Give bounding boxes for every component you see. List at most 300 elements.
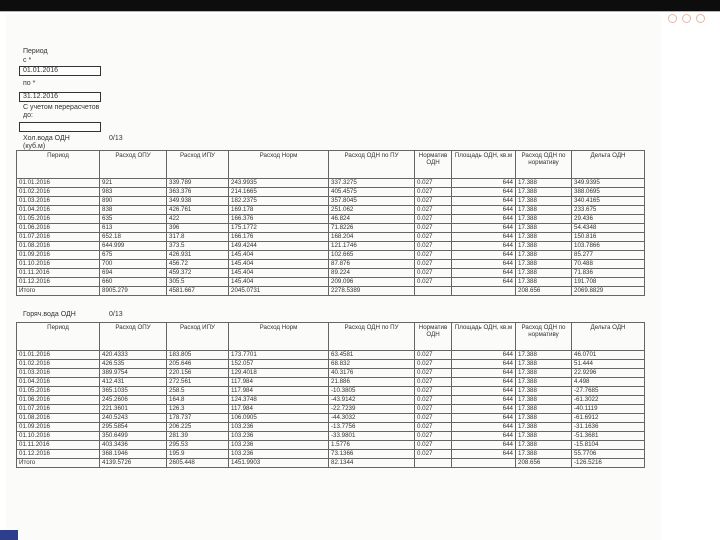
table-cell: 459.372 [167, 269, 229, 278]
table-cell: -10.3805 [329, 387, 415, 396]
table-cell: -43.9142 [329, 396, 415, 405]
table-cell: 173.7701 [229, 351, 329, 360]
table-cell: 01.06.2016 [17, 224, 100, 233]
table-cell: 652.18 [100, 233, 167, 242]
table-cell: 106.0905 [229, 414, 329, 423]
table-cell: 17.388 [516, 369, 572, 378]
date-to-field[interactable]: 31.12.2016 [19, 92, 101, 102]
table-cell: 644 [452, 179, 516, 188]
table-cell: 613 [100, 224, 167, 233]
table-cell: -31.1636 [572, 423, 645, 432]
table-cell: 0.027 [415, 387, 452, 396]
table-cell: 145.404 [229, 278, 329, 287]
table-cell [452, 459, 516, 468]
table-cell: 117.984 [229, 405, 329, 414]
column-header: Расход ИПУ [167, 151, 229, 179]
hot-water-table [16, 322, 645, 468]
table-cell: 70.488 [572, 260, 645, 269]
table-cell: 17.388 [516, 378, 572, 387]
table-cell: 8905.279 [100, 287, 167, 296]
table-cell: 0.027 [415, 278, 452, 287]
table-cell: 01.06.2016 [17, 396, 100, 405]
decor-ring [682, 14, 691, 23]
table-cell: 46.824 [329, 215, 415, 224]
table-cell: 129.4018 [229, 369, 329, 378]
table-cell: 17.388 [516, 450, 572, 459]
table-cell: 2045.0731 [229, 287, 329, 296]
table-cell: 2605.448 [167, 459, 229, 468]
table-cell: 17.388 [516, 242, 572, 251]
table-cell: 337.3275 [329, 179, 415, 188]
table-cell: 214.1665 [229, 188, 329, 197]
table-cell: 644 [452, 260, 516, 269]
table-cell: 17.388 [516, 432, 572, 441]
column-header: Норматив ОДН [415, 151, 452, 179]
table-cell: 295.53 [167, 441, 229, 450]
table-cell: 0.027 [415, 369, 452, 378]
table-row [17, 369, 645, 378]
table-cell: 166.376 [229, 215, 329, 224]
table-cell: 01.10.2016 [17, 260, 100, 269]
table-cell: 350.6499 [100, 432, 167, 441]
table-row [17, 179, 645, 188]
table-cell: 389.9754 [100, 369, 167, 378]
table-cell: 17.388 [516, 351, 572, 360]
table-cell: 01.04.2016 [17, 206, 100, 215]
table-cell: 0.027 [415, 206, 452, 215]
table-cell: -22.7239 [329, 405, 415, 414]
table-cell: 71.8226 [329, 224, 415, 233]
table-cell: 4139.5726 [100, 459, 167, 468]
table-cell: 644 [452, 414, 516, 423]
column-header: Дельта ОДН [572, 151, 645, 179]
table-cell: 233.675 [572, 206, 645, 215]
table-cell: 0.027 [415, 414, 452, 423]
table-cell: Итого [17, 459, 100, 468]
table-cell: 426.535 [100, 360, 167, 369]
table-row [17, 441, 645, 450]
table-cell: 01.07.2016 [17, 233, 100, 242]
table-cell: 191.708 [572, 278, 645, 287]
table-row [17, 351, 645, 360]
table-row [17, 423, 645, 432]
table-cell: 644 [452, 233, 516, 242]
table-cell: 644 [452, 215, 516, 224]
table-cell: 0.027 [415, 441, 452, 450]
table-cell: 0.027 [415, 260, 452, 269]
table-cell: 208.656 [516, 287, 572, 296]
table-cell: 0.027 [415, 215, 452, 224]
table-cell: 01.04.2016 [17, 378, 100, 387]
table-cell: 17.388 [516, 215, 572, 224]
table-cell: 644 [452, 396, 516, 405]
table-row [17, 269, 645, 278]
table-cell: 0.027 [415, 197, 452, 206]
table-cell: 660 [100, 278, 167, 287]
table-cell: 644 [452, 278, 516, 287]
table-cell: -40.1119 [572, 405, 645, 414]
table-cell: 17.388 [516, 233, 572, 242]
table-cell: 166.176 [229, 233, 329, 242]
table-row [17, 197, 645, 206]
table-cell: 0.027 [415, 269, 452, 278]
table-cell: 169.178 [229, 206, 329, 215]
table-cell: -61.3022 [572, 396, 645, 405]
table-row [17, 206, 645, 215]
table-cell: 01.03.2016 [17, 197, 100, 206]
table-cell: 4.498 [572, 378, 645, 387]
table-cell: 644 [452, 242, 516, 251]
column-header: Площадь ОДН, кв.м [452, 323, 516, 351]
table-cell: Итого [17, 287, 100, 296]
table-cell: 178.737 [167, 414, 229, 423]
table-row [17, 405, 645, 414]
table-cell: 01.05.2016 [17, 387, 100, 396]
table-cell: 0.027 [415, 432, 452, 441]
table-cell: 117.984 [229, 387, 329, 396]
table-cell: 0.027 [415, 405, 452, 414]
table-cell: -33.9801 [329, 432, 415, 441]
column-header: Период [17, 151, 100, 179]
table-cell: 0.027 [415, 242, 452, 251]
decor-ring [696, 14, 705, 23]
table-row [17, 360, 645, 369]
table-cell: 103.236 [229, 450, 329, 459]
column-header: Расход ОДН по нормативу [516, 151, 572, 179]
table-cell: 2069.8829 [572, 287, 645, 296]
recalc-label: С учетом перерасчетов до: [23, 104, 100, 119]
table-cell: -27.7685 [572, 387, 645, 396]
table-cell: 340.4165 [572, 197, 645, 206]
column-header: Расход ИПУ [167, 323, 229, 351]
table-cell: 0.027 [415, 179, 452, 188]
table-cell: 426.761 [167, 206, 229, 215]
column-header: Расход ОПУ [100, 323, 167, 351]
table-row [17, 459, 645, 468]
table-cell: 2278.5389 [329, 287, 415, 296]
table-cell: 17.388 [516, 278, 572, 287]
table-cell: -51.3681 [572, 432, 645, 441]
table-cell: 103.7866 [572, 242, 645, 251]
table-cell: 368.1946 [100, 450, 167, 459]
table-cell: 1451.9903 [229, 459, 329, 468]
table-cell: -44.3032 [329, 414, 415, 423]
table-cell: 644 [452, 441, 516, 450]
table-cell: 73.1366 [329, 450, 415, 459]
table-cell: 46.0701 [572, 351, 645, 360]
table-cell: 01.02.2016 [17, 360, 100, 369]
table-cell: 124.3748 [229, 396, 329, 405]
table-cell: -15.8104 [572, 441, 645, 450]
table-cell: 644 [452, 378, 516, 387]
table-cell: 29.436 [572, 215, 645, 224]
table-cell: 700 [100, 260, 167, 269]
column-header: Площадь ОДН, кв.м [452, 151, 516, 179]
table-cell: 89.224 [329, 269, 415, 278]
table-cell: 220.156 [167, 369, 229, 378]
table-row [17, 242, 645, 251]
table-cell: 01.08.2016 [17, 414, 100, 423]
table-cell: 412.431 [100, 378, 167, 387]
column-header: Период [17, 323, 100, 351]
table-cell: 420.4333 [100, 351, 167, 360]
table-cell: 644 [452, 432, 516, 441]
table-row [17, 224, 645, 233]
table-row [17, 396, 645, 405]
table-cell: 168.204 [329, 233, 415, 242]
table-cell: 17.388 [516, 387, 572, 396]
table-cell: 405.4575 [329, 188, 415, 197]
table-cell: 17.388 [516, 405, 572, 414]
table-cell: 102.665 [329, 251, 415, 260]
table-cell: 21.886 [329, 378, 415, 387]
table-cell: 121.1746 [329, 242, 415, 251]
table-cell: 40.3176 [329, 369, 415, 378]
table-cell: 103.236 [229, 441, 329, 450]
table-cell: 175.1772 [229, 224, 329, 233]
table-cell: 82.1344 [329, 459, 415, 468]
table-cell: 890 [100, 197, 167, 206]
table-cell: 01.09.2016 [17, 251, 100, 260]
table-cell: 208.656 [516, 459, 572, 468]
table-cell: 17.388 [516, 423, 572, 432]
table-cell: 644 [452, 351, 516, 360]
table-cell: 694 [100, 269, 167, 278]
table-cell: 17.388 [516, 396, 572, 405]
column-header: Расход ОДН по нормативу [516, 323, 572, 351]
table-cell: -126.5216 [572, 459, 645, 468]
table-cell: 149.4244 [229, 242, 329, 251]
table-cell: 17.388 [516, 206, 572, 215]
table-row [17, 378, 645, 387]
slide-corner-bar [0, 530, 18, 540]
table-cell: 0.027 [415, 396, 452, 405]
table-row [17, 278, 645, 287]
table-cell: 17.388 [516, 414, 572, 423]
slide-top-rule [0, 11, 720, 12]
table-cell: 349.9395 [572, 179, 645, 188]
table-cell: 145.404 [229, 251, 329, 260]
table-cell: 675 [100, 251, 167, 260]
table-cell: 01.03.2016 [17, 369, 100, 378]
from-label: с * [23, 57, 32, 64]
table-row [17, 414, 645, 423]
column-header: Расход ОПУ [100, 151, 167, 179]
table-cell: 0.027 [415, 360, 452, 369]
table-cell: 01.01.2016 [17, 351, 100, 360]
table-cell: 403.3436 [100, 441, 167, 450]
table-cell: 87.876 [329, 260, 415, 269]
table-cell: 103.236 [229, 423, 329, 432]
table-cell: 145.404 [229, 269, 329, 278]
column-header: Дельта ОДН [572, 323, 645, 351]
table-cell: 71.836 [572, 269, 645, 278]
table-cell: 150.816 [572, 233, 645, 242]
date-from-field[interactable]: 01.01.2016 [19, 66, 101, 76]
table-cell: 17.388 [516, 188, 572, 197]
table-cell: 339.789 [167, 179, 229, 188]
table-cell: 103.236 [229, 432, 329, 441]
table-cell: 272.561 [167, 378, 229, 387]
table-cell: 22.9296 [572, 369, 645, 378]
table-cell: 17.388 [516, 441, 572, 450]
table-row [17, 251, 645, 260]
table-row [17, 215, 645, 224]
table-cell: 145.404 [229, 260, 329, 269]
table-cell: 644 [452, 224, 516, 233]
table-cell: 644 [452, 206, 516, 215]
table-row [17, 188, 645, 197]
column-header: Расход ОДН по ПУ [329, 323, 415, 351]
table-cell: 251.062 [329, 206, 415, 215]
slide-top-bar [0, 0, 720, 11]
table-cell: 388.0695 [572, 188, 645, 197]
table-cell: 644.999 [100, 242, 167, 251]
table-cell: 644 [452, 197, 516, 206]
table-cell: -61.6912 [572, 414, 645, 423]
table-cell: 195.9 [167, 450, 229, 459]
table-row [17, 387, 645, 396]
column-header: Норматив ОДН [415, 323, 452, 351]
table-row [17, 287, 645, 296]
recalc-date-field[interactable] [19, 122, 101, 132]
table-cell: 17.388 [516, 251, 572, 260]
table-cell: 295.5854 [100, 423, 167, 432]
table-cell: 01.11.2016 [17, 441, 100, 450]
table-cell: 644 [452, 251, 516, 260]
table-cell: 01.07.2016 [17, 405, 100, 414]
table-cell: 01.12.2016 [17, 278, 100, 287]
table-cell: 126.3 [167, 405, 229, 414]
table-cell: 396 [167, 224, 229, 233]
table-cell: 182.2375 [229, 197, 329, 206]
table-cell: 152.057 [229, 360, 329, 369]
table-cell: 644 [452, 405, 516, 414]
table-cell: 644 [452, 387, 516, 396]
table-cell: 243.9935 [229, 179, 329, 188]
decor-ring [668, 14, 677, 23]
period-label: Период [23, 48, 48, 55]
table-cell: 983 [100, 188, 167, 197]
table-cell: 01.12.2016 [17, 450, 100, 459]
table-cell: 01.05.2016 [17, 215, 100, 224]
table-cell: 644 [452, 188, 516, 197]
table-cell: 349.938 [167, 197, 229, 206]
table-cell: 365.1035 [100, 387, 167, 396]
scanned-document [6, 14, 661, 540]
table-cell: 644 [452, 369, 516, 378]
table-cell: 644 [452, 269, 516, 278]
cold-water-value: 0/13 [109, 135, 123, 142]
table-cell: 0.027 [415, 423, 452, 432]
to-label: по * [23, 80, 36, 87]
table-cell: 221.3601 [100, 405, 167, 414]
table-cell [452, 287, 516, 296]
table-cell: 644 [452, 450, 516, 459]
table-row [17, 450, 645, 459]
table-cell: 644 [452, 423, 516, 432]
table-cell: 17.388 [516, 360, 572, 369]
table-cell: 4581.667 [167, 287, 229, 296]
table-cell: 1.5776 [329, 441, 415, 450]
table-cell [415, 287, 452, 296]
table-cell: 838 [100, 206, 167, 215]
table-cell: 0.027 [415, 188, 452, 197]
table-cell: 51.444 [572, 360, 645, 369]
table-cell: 258.5 [167, 387, 229, 396]
table-cell: 240.5243 [100, 414, 167, 423]
table-header-row [17, 323, 645, 351]
cold-water-table [16, 150, 645, 296]
table-cell: 68.832 [329, 360, 415, 369]
table-cell: 01.08.2016 [17, 242, 100, 251]
table-cell: 17.388 [516, 224, 572, 233]
table-cell: 245.2606 [100, 396, 167, 405]
table-cell: 164.8 [167, 396, 229, 405]
table-cell: 0.027 [415, 233, 452, 242]
table-cell: 305.5 [167, 278, 229, 287]
table-cell: 85.277 [572, 251, 645, 260]
table-cell: -13.7756 [329, 423, 415, 432]
hot-water-label: Горяч.вода ОДН [23, 311, 76, 318]
table-cell: 01.01.2016 [17, 179, 100, 188]
table-row [17, 233, 645, 242]
table-cell: 117.984 [229, 378, 329, 387]
table-cell: 0.027 [415, 251, 452, 260]
table-cell: 373.5 [167, 242, 229, 251]
table-cell: 01.11.2016 [17, 269, 100, 278]
table-cell: 01.02.2016 [17, 188, 100, 197]
table-cell: 01.10.2016 [17, 432, 100, 441]
table-cell: 644 [452, 360, 516, 369]
table-cell: 17.388 [516, 269, 572, 278]
table-cell: 0.027 [415, 224, 452, 233]
table-cell: 183.805 [167, 351, 229, 360]
table-cell: 281.39 [167, 432, 229, 441]
cold-water-label: Хол.вода ОДН (куб.м) [23, 135, 70, 150]
table-cell: 17.388 [516, 197, 572, 206]
table-cell: 921 [100, 179, 167, 188]
table-cell: 635 [100, 215, 167, 224]
table-cell: 01.09.2016 [17, 423, 100, 432]
table-cell: 357.8045 [329, 197, 415, 206]
table-cell [415, 459, 452, 468]
table-cell: 17.388 [516, 260, 572, 269]
table-row [17, 260, 645, 269]
column-header: Расход Норм [229, 151, 329, 179]
table-cell: 209.096 [329, 278, 415, 287]
table-cell: 0.027 [415, 450, 452, 459]
table-cell: 0.027 [415, 351, 452, 360]
table-header-row [17, 151, 645, 179]
table-cell: 205.646 [167, 360, 229, 369]
table-row [17, 432, 645, 441]
table-cell: 363.376 [167, 188, 229, 197]
table-cell: 55.7706 [572, 450, 645, 459]
table-cell: 206.225 [167, 423, 229, 432]
table-cell: 54.4348 [572, 224, 645, 233]
table-cell: 63.4581 [329, 351, 415, 360]
hot-water-value: 0/13 [109, 311, 123, 318]
column-header: Расход Норм [229, 323, 329, 351]
column-header: Расход ОДН по ПУ [329, 151, 415, 179]
table-cell: 17.388 [516, 179, 572, 188]
table-cell: 456.72 [167, 260, 229, 269]
table-cell: 0.027 [415, 378, 452, 387]
table-cell: 422 [167, 215, 229, 224]
table-cell: 426.931 [167, 251, 229, 260]
table-cell: 317.8 [167, 233, 229, 242]
